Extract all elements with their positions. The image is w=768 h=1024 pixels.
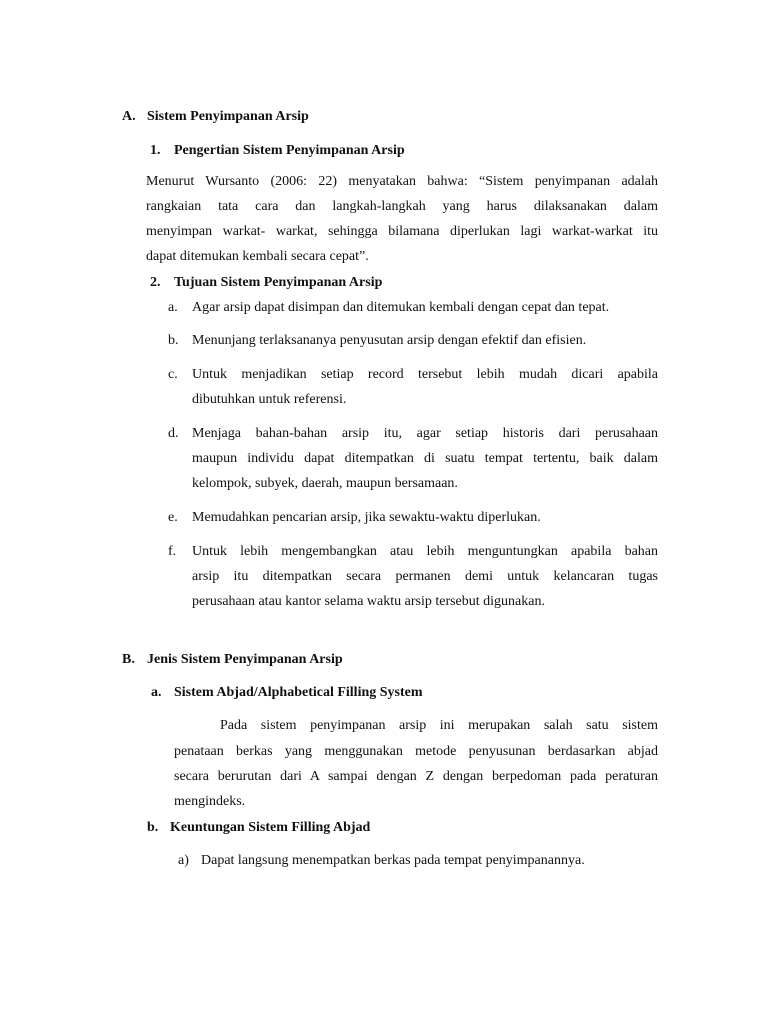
list-item-text: Menunjang terlaksananya penyusutan arsip dengan efektif dan efisien.	[192, 333, 587, 348]
list-item-marker: a)	[178, 853, 189, 868]
list-item-text: perusahaan atau kantor selama waktu arsip tersebut digunakan.	[192, 594, 545, 609]
subsection-a-title: Sistem Abjad/Alphabetical Filling System	[174, 685, 423, 700]
paragraph-line: Menurut Wursanto (2006: 22) menyatakan bahwa: “Sistem penyimpanan adalah	[146, 174, 658, 189]
paragraph-line: penataan berkas yang menggunakan metode penyusunan berdasarkan abjad	[174, 744, 658, 759]
list-item-text: dibutuhkan untuk referensi.	[192, 392, 347, 407]
list-item-text: Untuk lebih mengembangkan atau lebih menguntungkan apabila bahan	[192, 544, 658, 559]
list-item-text: arsip itu ditempatkan secara permanen demi untuk kelancaran tugas	[192, 569, 658, 584]
section-b-marker: B.	[122, 652, 135, 667]
list-item-marker: e.	[168, 510, 178, 525]
list-item-marker: f.	[168, 544, 177, 559]
list-item-text: kelompok, subyek, daerah, maupun bersamaan.	[192, 476, 458, 491]
list-item-marker: a.	[168, 300, 178, 315]
list-item-text: maupun individu dapat ditempatkan di suatu tempat tertentu, baik dalam	[192, 451, 658, 466]
paragraph-line: menyimpan warkat- warkat, sehingga bilamana diperlukan lagi warkat-warkat itu	[146, 224, 658, 239]
list-item-text: Menjaga bahan-bahan arsip itu, agar setiap historis dari perusahaan	[192, 426, 658, 441]
paragraph-line: Pada sistem penyimpanan arsip ini merupakan salah satu sistem	[220, 718, 658, 733]
list-item-marker: b.	[168, 333, 179, 348]
subsection-2-title: Tujuan Sistem Penyimpanan Arsip	[174, 275, 383, 290]
list-item-marker: c.	[168, 367, 178, 382]
paragraph-line: rangkaian tata cara dan langkah-langkah yang harus dilaksanakan dalam	[146, 199, 658, 214]
section-a-marker: A.	[122, 109, 136, 124]
paragraph-line: mengindeks.	[174, 794, 246, 809]
subsection-1-marker: 1.	[150, 143, 161, 158]
list-item-text: Dapat langsung menempatkan berkas pada tempat penyimpanannya.	[201, 853, 585, 868]
paragraph-line: secara berurutan dari A sampai dengan Z dengan berpedoman pada peraturan	[174, 769, 658, 784]
subsection-2-marker: 2.	[150, 275, 161, 290]
subsection-1-title: Pengertian Sistem Penyimpanan Arsip	[174, 143, 405, 158]
section-b-title: Jenis Sistem Penyimpanan Arsip	[147, 652, 343, 667]
subsection-b-marker: b.	[147, 820, 159, 835]
subsection-b-title: Keuntungan Sistem Filling Abjad	[170, 820, 371, 835]
section-a-title: Sistem Penyimpanan Arsip	[147, 109, 309, 124]
list-item-marker: d.	[168, 426, 179, 441]
list-item-text: Untuk menjadikan setiap record tersebut lebih mudah dicari apabila	[192, 367, 658, 382]
subsection-a-marker: a.	[151, 685, 162, 700]
list-item-text: Agar arsip dapat disimpan dan ditemukan kembali dengan cepat dan tepat.	[192, 300, 610, 315]
paragraph-line: dapat ditemukan kembali secara cepat”.	[146, 249, 369, 264]
list-item-text: Memudahkan pencarian arsip, jika sewaktu-waktu diperlukan.	[192, 510, 541, 525]
